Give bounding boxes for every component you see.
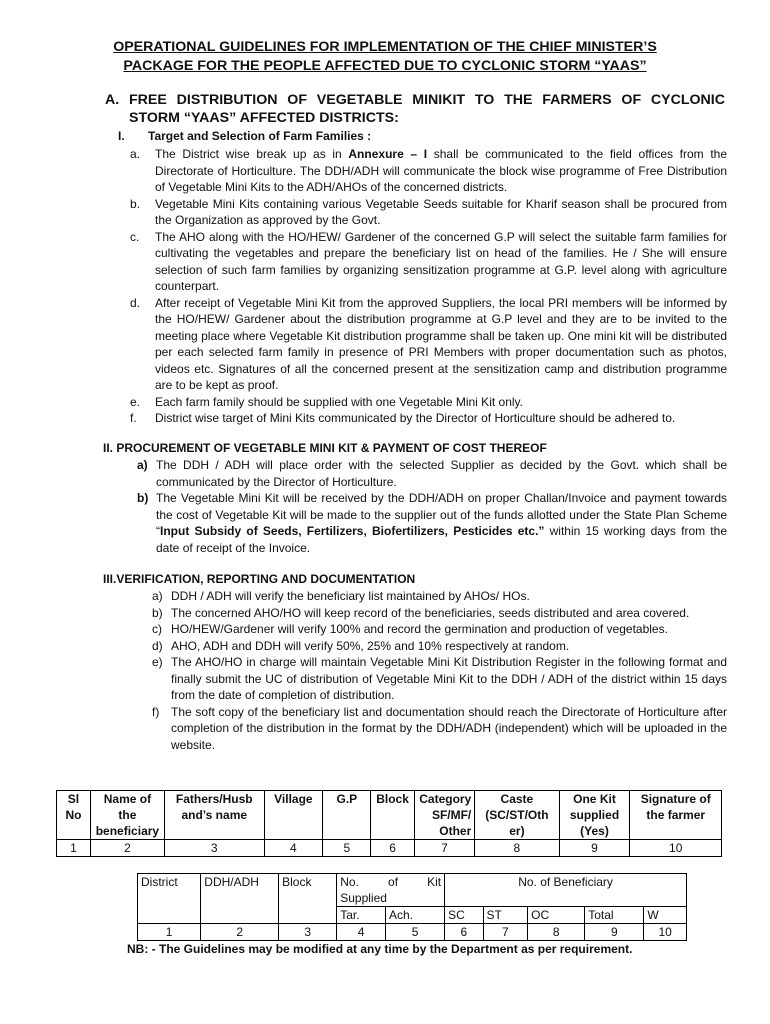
- table-header-cell: Sl No: [57, 791, 91, 840]
- subsection-1-list: [130, 146, 727, 427]
- list-item: a) DDH / ADH will verify the beneficiary list maintained by AHOs/ HOs.: [152, 589, 530, 603]
- table-header-cell: Name of the beneficiary: [90, 791, 164, 840]
- list-item: a) The DDH / ADH will place order with the selected Supplier as decided by the Govt. which shall be communicated by the Director of Horticulture.: [137, 458, 727, 489]
- table-cell: 5: [386, 924, 445, 941]
- table-cell: 4: [264, 840, 323, 857]
- table-header-cell: W: [644, 907, 687, 924]
- table-cell: 3: [279, 924, 337, 941]
- document-title: OPERATIONAL GUIDELINES FOR IMPLEMENTATION OF THE CHIEF MINISTER’S PACKAGE FOR THE PEOPLE AFFECTED DUE TO CYCLONIC STORM “YAAS”: [113, 39, 657, 74]
- table-cell: 8: [528, 924, 585, 941]
- subsection-2-heading: II. PROCUREMENT OF VEGETABLE MINI KIT & PAYMENT OF COST THEREOF: [103, 441, 547, 455]
- list-item: b. Vegetable Mini Kits containing various Vegetable Seeds suitable for Kharif season shall be procured from the Organization as approved by the Govt.: [130, 196, 727, 227]
- subsection-2-list: [137, 457, 727, 556]
- table-row: [57, 840, 722, 857]
- table-header-row: [138, 874, 687, 907]
- table-header-cell: Ach.: [386, 907, 445, 924]
- table-cell: 7: [414, 840, 475, 857]
- table-header-cell: No. of Kit Supplied: [337, 874, 445, 907]
- table-cell: 9: [585, 924, 644, 941]
- table-cell: 10: [644, 924, 687, 941]
- list-item: e. Each farm family should be supplied with one Vegetable Mini Kit only.: [130, 394, 523, 409]
- table-header-cell: Block: [279, 874, 337, 924]
- beneficiary-register-table: [56, 790, 722, 857]
- list-item: b) The Vegetable Mini Kit will be received by the DDH/ADH on proper Challan/Invoice and payment towards the cost of Vegetable Kit will be made to the supplier out of the funds allotted under the State Plan Scheme “Input Subsidy of Seeds, Fertilizers, Biofertilizers, Pesticides etc.” within 15 working days from the date of receipt of the Invoice.: [137, 491, 727, 555]
- list-item: a. The District wise break up as in Annexure – I shall be communicated to the field offices from the Directorate of Horticulture. The DDH/ADH will communicate the block wise programme of Free Distribution of Vegetable Mini Kits to the ADH/AHOs of the concerned districts.: [130, 147, 728, 194]
- table-header-cell: Village: [264, 791, 323, 840]
- table-header-row: [57, 791, 722, 840]
- table-cell: 5: [323, 840, 371, 857]
- list-item: d) AHO, ADH and DDH will verify 50%, 25% and 10% respectively at random.: [152, 638, 570, 653]
- table-header-cell: Tar.: [337, 907, 386, 924]
- table-header-cell: Signature of the farmer: [630, 791, 722, 840]
- table-cell: 1: [138, 924, 201, 941]
- table-cell: 3: [164, 840, 264, 857]
- table-cell: 9: [559, 840, 630, 857]
- table-row: [138, 924, 687, 941]
- table-header-cell: Block: [371, 791, 414, 840]
- table-cell: 1: [57, 840, 91, 857]
- list-item: e) The AHO/HO in charge will maintain Vegetable Mini Kit Distribution Register in the following format and finally submit the UC of distribution of Vegetable Mini Kit to the DDH / ADH of the district within 15 days from the date of completion of distribution.: [152, 655, 727, 702]
- table-cell: 6: [445, 924, 483, 941]
- table-header-cell: One Kit supplied (Yes): [559, 791, 630, 840]
- table-header-cell: ST: [483, 907, 528, 924]
- list-item: c) HO/HEW/Gardener will verify 100% and record the germination and production of vegetables.: [152, 622, 668, 636]
- list-item: d. After receipt of Vegetable Mini Kit from the approved Suppliers, the local PRI members will be informed by the HO/HEW/ Gardener about the distribution programme at G.P level and they are to be invited to the meeting place where Vegetable Kit distribution programme shall be taken up. One mini kit will be distributed per each selected farm family in presence of PRI Members with proper documentation such as photos, videos etc. Signatures of all the concerned present at the sensitization camp and distribution programme are to be kept as proof.: [130, 295, 727, 392]
- footnote: NB: - The Guidelines may be modified at any time by the Department as per requirement.: [127, 942, 633, 956]
- table-header-cell: No. of Beneficiary: [445, 874, 687, 907]
- subsection-1-heading: I. Target and Selection of Farm Families :: [118, 129, 372, 143]
- table-cell: 7: [483, 924, 528, 941]
- table-header-cell: DDH/ADH: [201, 874, 279, 924]
- table-header-cell: Category SF/MF/ Other: [414, 791, 475, 840]
- list-item: f) The soft copy of the beneficiary list and documentation should reach the Directorate of Horticulture after completion of the distribution in the format by the DDH/ADH (independent) which will be uploaded in the website.: [152, 704, 727, 752]
- subsection-3-list: [152, 588, 727, 753]
- table-cell: 2: [201, 924, 279, 941]
- table-header-cell: Total: [585, 907, 644, 924]
- list-item: c. The AHO along with the HO/HEW/ Gardener of the concerned G.P will select the suitable farm families for cultivating the vegetables and prepare the beneficiary list on head of the families. He / She will ensure selection of such farm families by organizing sensitization programme at G.P. level along with agriculture counterpart.: [130, 229, 727, 293]
- list-item: f. District wise target of Mini Kits communicated by the Director of Horticulture should be adhered to.: [130, 411, 676, 425]
- table-cell: 4: [337, 924, 386, 941]
- district-summary-table: [137, 873, 687, 941]
- table-cell: 2: [90, 840, 164, 857]
- table-cell: 8: [475, 840, 559, 857]
- table-header-cell: District: [138, 874, 201, 924]
- table-header-cell: OC: [528, 907, 585, 924]
- table-cell: 6: [371, 840, 414, 857]
- table-cell: 10: [630, 840, 722, 857]
- subsection-3-heading: III.VERIFICATION, REPORTING AND DOCUMENTATION: [103, 572, 416, 586]
- table-header-cell: Caste (SC/ST/Oth er): [475, 791, 559, 840]
- table-header-cell: SC: [445, 907, 483, 924]
- table-header-cell: G.P: [323, 791, 371, 840]
- section-a-heading: A. FREE DISTRIBUTION OF VEGETABLE MINIKIT TO THE FARMERS OF CYCLONIC STORM “YAAS” AFFECTED DISTRICTS:: [105, 92, 725, 126]
- list-item: b) The concerned AHO/HO will keep record of the beneficiaries, seeds distributed and area covered.: [152, 605, 690, 620]
- table-header-cell: Fathers/Husb and’s name: [164, 791, 264, 840]
